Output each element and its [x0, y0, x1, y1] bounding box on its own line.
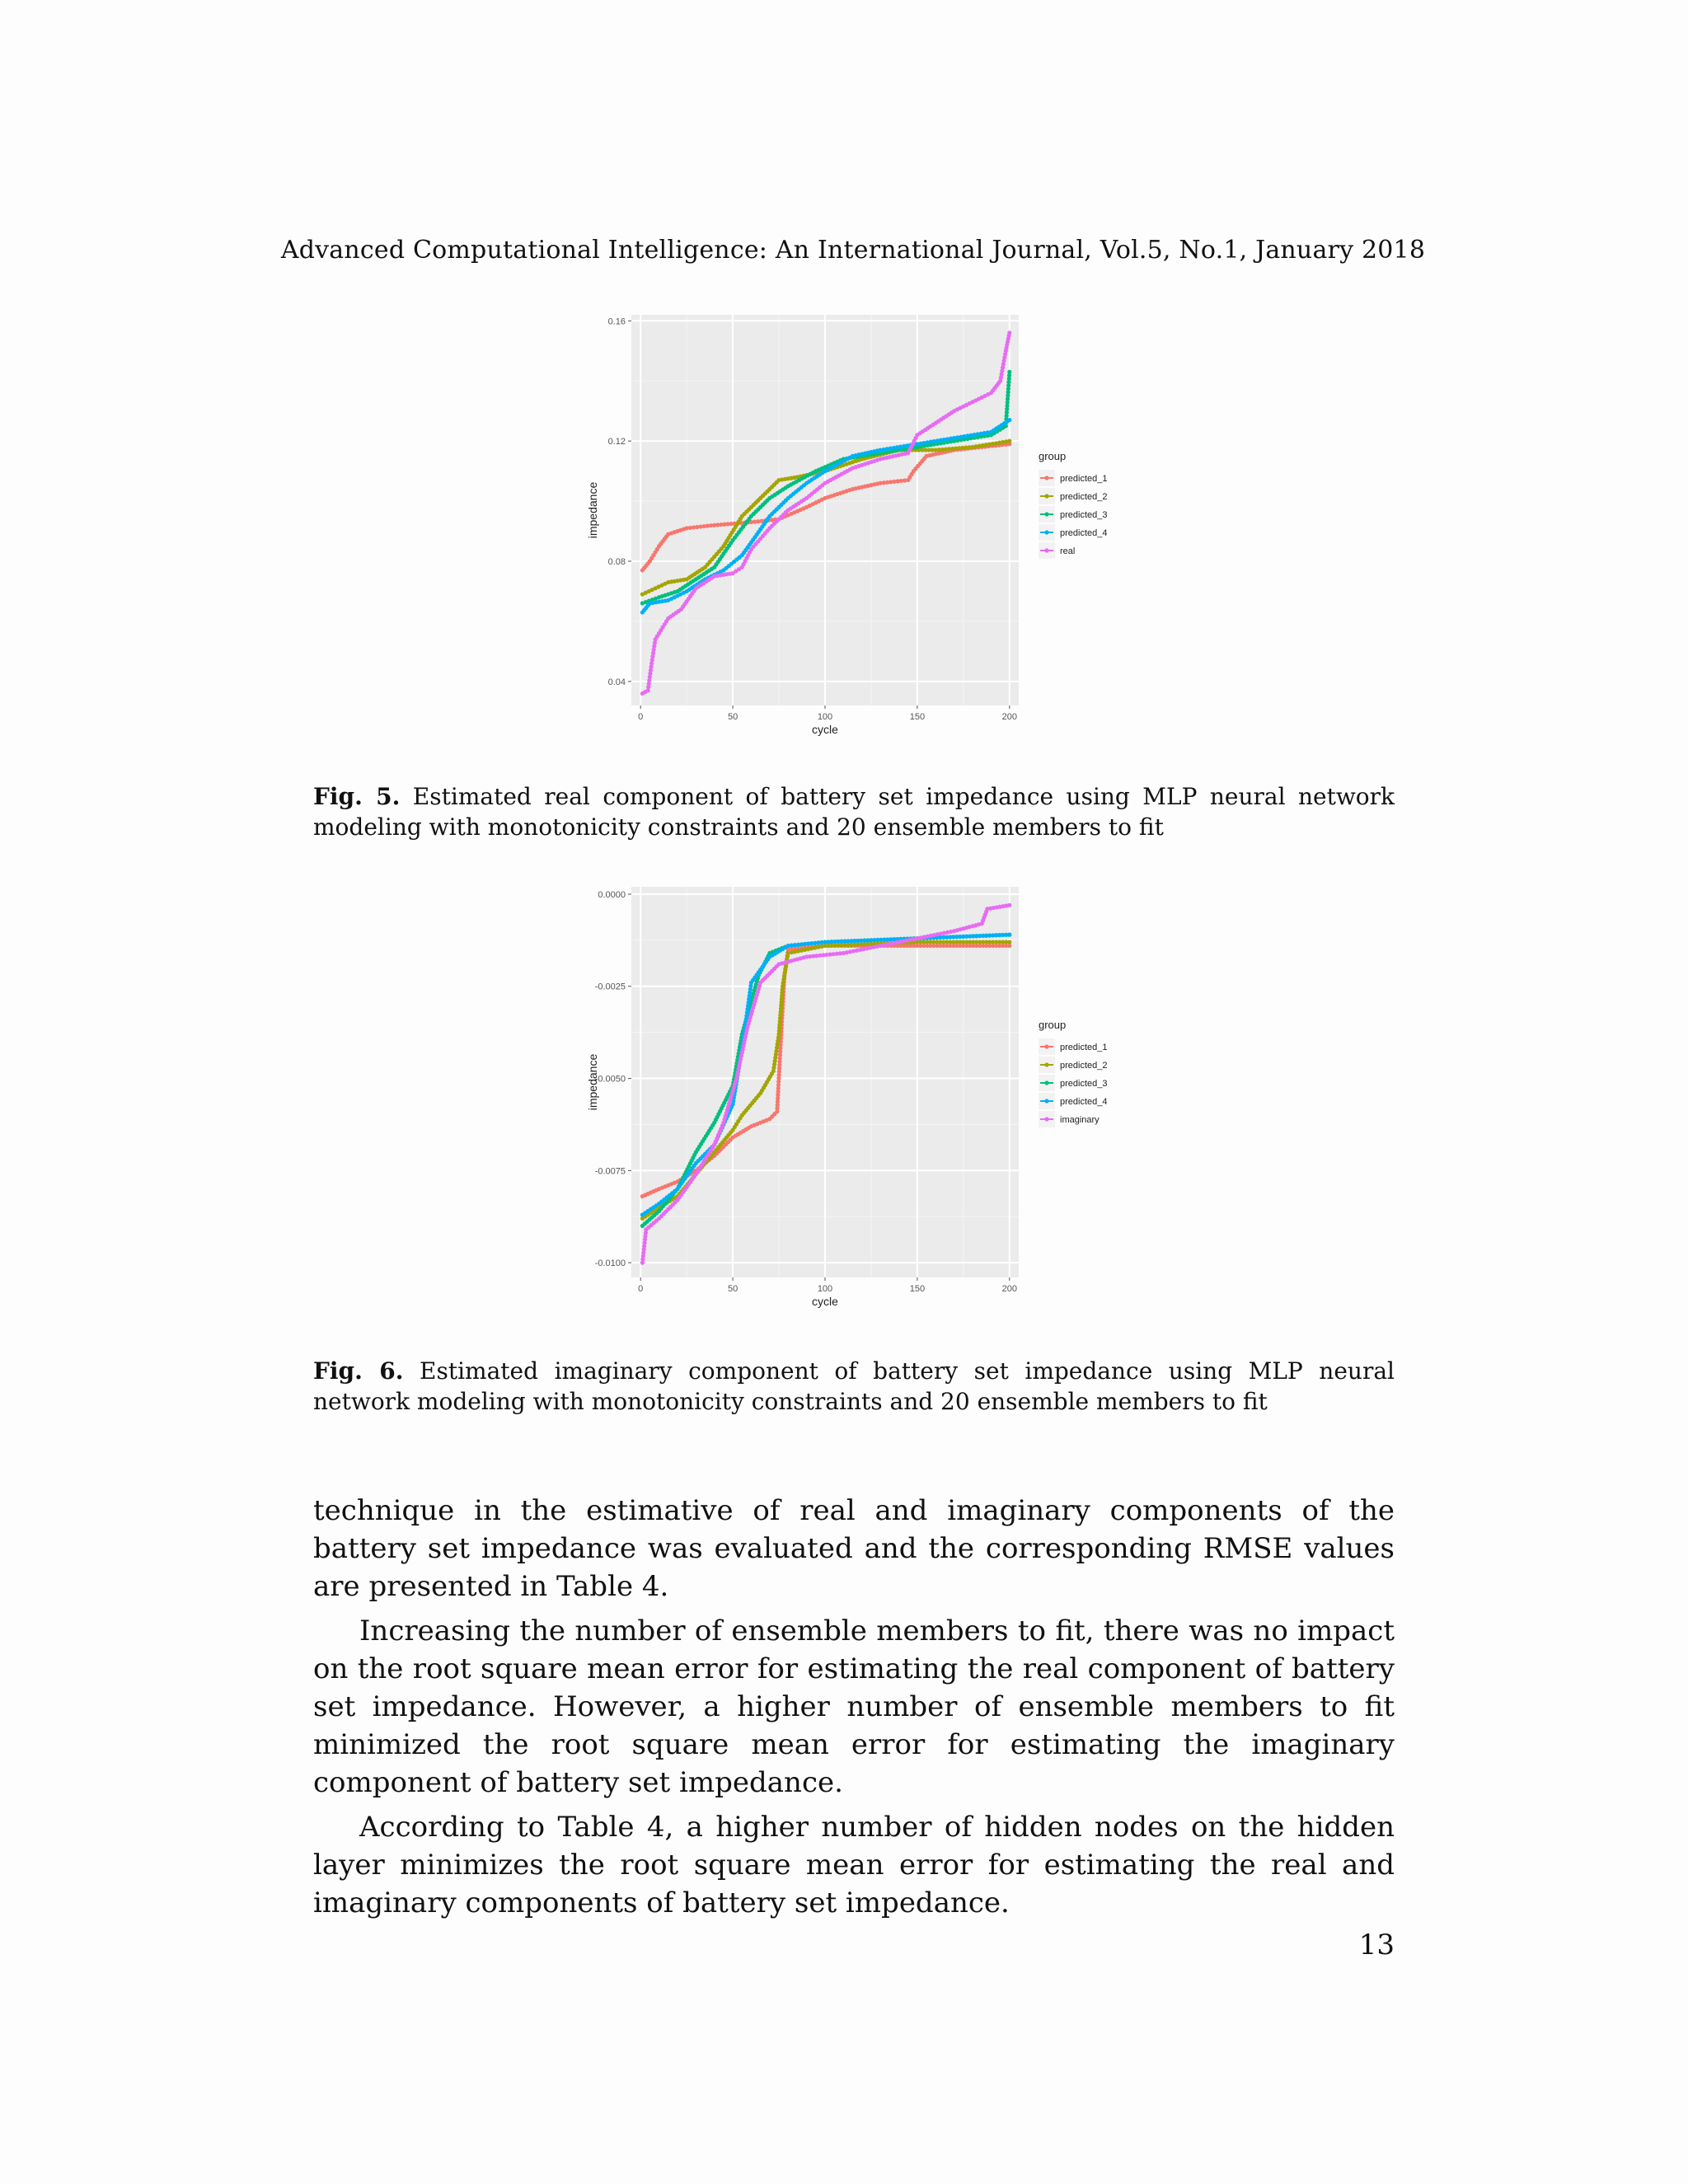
x-tick-label: 100: [817, 712, 833, 722]
legend-label-predicted_3: predicted_3: [1060, 1079, 1108, 1089]
x-tick-label: 50: [727, 712, 738, 722]
x-tick-label: 50: [727, 1284, 738, 1294]
legend-marker-predicted_3: [1044, 1080, 1048, 1085]
y-axis-title: impedance: [586, 1053, 599, 1111]
page-number: 13: [1358, 1929, 1395, 1961]
legend-marker-predicted_4: [1044, 530, 1048, 534]
legend-marker-predicted_4: [1044, 1099, 1048, 1103]
legend-marker-predicted_1: [1044, 476, 1048, 480]
legend-marker-imaginary: [1044, 1117, 1048, 1121]
data-point-imaginary: [1007, 903, 1011, 907]
legend-title: group: [1039, 450, 1067, 462]
legend-label-predicted_4: predicted_4: [1060, 1097, 1108, 1107]
data-point-predicted_2: [1007, 940, 1011, 944]
x-axis-title: cycle: [812, 1295, 838, 1308]
data-point-predicted_1: [1007, 944, 1011, 948]
figure-6-caption-text: Estimated imaginary component of battery set impedance using MLP neural network modeling with monotonicity constraints and 20 ensemble members to fit: [313, 1357, 1395, 1415]
x-tick-label: 200: [1001, 712, 1017, 722]
legend-label-predicted_4: predicted_4: [1060, 528, 1108, 538]
legend-label-predicted_1: predicted_1: [1060, 1043, 1108, 1052]
running-header: Advanced Computational Intelligence: An International Journal, Vol.5, No.1, January 2018: [280, 236, 1426, 265]
y-tick-label: 0.04: [607, 677, 626, 687]
legend-label-predicted_1: predicted_1: [1060, 474, 1108, 484]
legend-marker-real: [1044, 548, 1048, 552]
y-tick-label: -0.0100: [594, 1258, 626, 1269]
figure-6-svg: [585, 883, 1113, 1320]
y-axis-title: impedance: [586, 481, 599, 539]
figure-6-chart: [585, 883, 1113, 1320]
data-point-real: [1007, 330, 1011, 335]
x-tick-label: 0: [638, 712, 644, 722]
data-point-predicted_4: [1007, 933, 1011, 937]
legend-marker-predicted_2: [1044, 494, 1048, 498]
y-tick-label: -0.0025: [594, 982, 626, 992]
legend-label-real: real: [1060, 546, 1076, 556]
x-tick-label: 100: [817, 1284, 833, 1294]
figure-5-label: Fig. 5.: [313, 783, 401, 810]
legend-label-imaginary: imaginary: [1060, 1115, 1100, 1125]
figure-5-svg: [585, 312, 1113, 748]
x-tick-label: 0: [638, 1284, 644, 1294]
legend-marker-predicted_2: [1044, 1062, 1048, 1066]
paragraph-1: technique in the estimative of real and imaginary components of the battery set impedance was evaluated and the corresponding RMSE values are presented in Table 4.: [313, 1494, 1395, 1603]
y-tick-label: -0.0075: [594, 1166, 626, 1177]
legend-marker-predicted_3: [1044, 512, 1048, 516]
data-point-predicted_3: [1007, 370, 1011, 374]
legend-title: group: [1039, 1019, 1067, 1031]
body-text: [313, 1492, 1395, 1929]
figure-5-caption-text: Estimated real component of battery set impedance using MLP neural network modeling with monotonicity constraints and 20 ensemble members to fit: [313, 783, 1395, 841]
legend-label-predicted_2: predicted_2: [1060, 492, 1108, 502]
y-tick-label: 0.16: [607, 316, 626, 327]
paragraph-3: According to Table 4, a higher number of hidden nodes on the hidden layer minimizes the root square mean error for estimating the real and imaginary components of battery set impedance.: [313, 1811, 1395, 1919]
y-tick-label: 0.12: [607, 437, 626, 448]
legend-marker-predicted_1: [1044, 1044, 1048, 1048]
x-axis-title: cycle: [812, 723, 838, 736]
y-tick-label: 0.0000: [598, 889, 626, 900]
data-point-predicted_4: [1007, 418, 1011, 422]
legend-label-predicted_3: predicted_3: [1060, 510, 1108, 520]
paragraph-2: Increasing the number of ensemble members to fit, there was no impact on the root square mean error for estimating the real component of battery set impedance. However, a higher number of ensemble members to fit minimized the root square mean error for estimating the imaginary component of battery set impedance.: [313, 1615, 1395, 1799]
x-tick-label: 150: [909, 1284, 926, 1294]
figure-5-chart: [585, 312, 1113, 748]
x-tick-label: 200: [1001, 1284, 1017, 1294]
x-tick-label: 150: [909, 712, 926, 722]
y-tick-label: -0.0050: [594, 1074, 626, 1085]
figure-6-caption: [313, 1356, 1395, 1417]
data-point-predicted_2: [1007, 439, 1011, 443]
figure-5-caption: [313, 781, 1395, 842]
figure-6-label: Fig. 6.: [313, 1357, 404, 1385]
legend-label-predicted_2: predicted_2: [1060, 1061, 1108, 1071]
y-tick-label: 0.08: [607, 556, 626, 567]
